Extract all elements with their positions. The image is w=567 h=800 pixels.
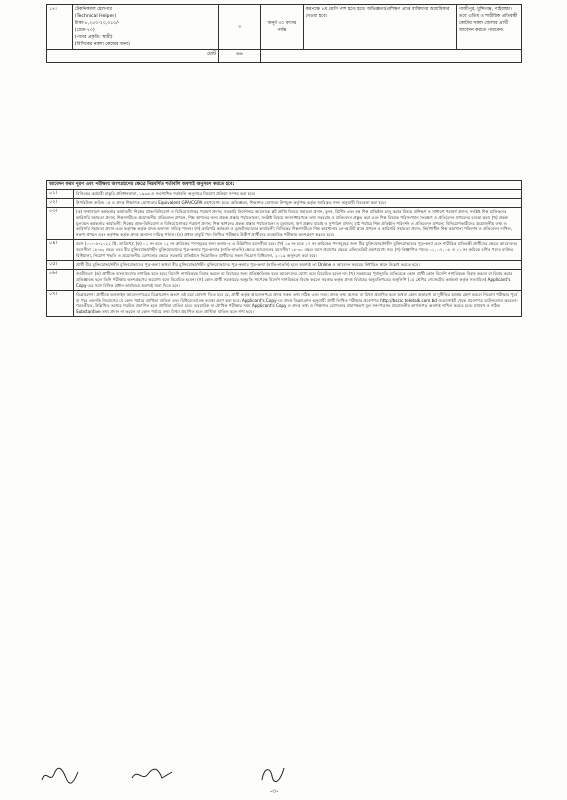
row-number: ০৪। — [47, 240, 74, 261]
table-row — [47, 269, 522, 290]
page-number: -৩- — [270, 788, 279, 795]
table-row — [47, 260, 522, 269]
total-label: মোট — [47, 50, 219, 63]
row-text: উপরিউক্ত ক্রমিক ০৫ ও প্রদত্ত শিক্ষাগত যোগ্যতার Equivalent GPA/CGPA গ্রহণযোগ্য হবে। অভিজ্ঞতা, শিক্ষাগত যোগ্যতা উপযুক্ত কর্তৃপক্ষ কর্তৃক জারিকৃত সনদ অনুযায়ী বিবেচনা করা হবে। — [74, 198, 522, 207]
district-cell: গাজীপুর, মুন্সিগঞ্জ, গাইবান্ধা। তবে এতিম ও শারীরিক প্রতিবন্ধী কোটায় সকল জেলার প্রার্থী আবেদন করতে পারবেন। — [456, 5, 521, 50]
table-row — [47, 207, 522, 240]
row-number: ০৫। — [47, 260, 74, 269]
age-cell: অনূর্ধ ৩০ বৎসর পর্যন্ত — [261, 5, 304, 50]
row-text: (ক) সম্প্রসারণ কর্মকর্তার কার্যাবলী: শিল্পের প্রাক-বিনিয়োগ ও বিনিয়োগোত্তর পরামর্শ প্রদান; সরকারি নির্দেশনার আলোকে প্লট প্রাপ্তি বিষয়ে সহায়তা প্রদান, বুনন, প্রিন্টিং এবং বস্ত্র শিল্প প্রতিষ্ঠান চালু করার বিষয়ে প্রশিক্ষণ ও সাধারণ পরামর্শ প্রদান; সংশ্লিষ্ট শিল্প মালিকদের কারিগরি সহায়তা প্রদান; শিল্পনগরীতে প্রয়োজনীয় প্রতিবেদন প্রণয়ন, শিল্প স্থাপনের জন্য প্রকল্প প্রস্তাব পর্যালোচনা, সংশ্লিষ্ট বিষয়ে জনসাধারণকে তথ্য সরবরাহ ও প্রতিবেদন প্রস্তুত করা এবং শিল্প বিষয়ক পরিসংখ্যান সংরক্ষণ ও প্রতিবেদন প্রণয়নের ব্যবস্থা করা। (খ) প্রকল্প মূল্যায়ন কর্মকর্তার কার্যাবলী: শিল্পের প্রাক-বিনিয়োগ ও বিনিয়োগোত্তর পরামর্শ প্রদান; শিল্প স্থাপনের প্রকল্প প্রস্তাব পর্যালোচনা ও মূল্যায়ন; ঋণ প্রস্তাব যাচাই ও সুপারিশ প্রদান; মাঠ পর্যায়ে শিল্প প্রতিষ্ঠান পরিদর্শন ও প্রতিবেদন প্রণয়ন; বিনিয়োগকারীদের প্রয়োজনীয় তথ্য ও কারিগরি সহায়তা প্রদান এবং কর্তৃপক্ষ কর্তৃক প্রদত্ত অন্যান্য দায়িত্ব পালন। (গ) কারিগরি কর্মকর্তা ও ড্রাফটসম্যানের কার্যাবলী: বিসিকের শিল্পনগরীতে শিল্প কারখানার লে-আউট প্ল্যান প্রণয়ন ও কারিগরি সহায়তা প্রদান, নির্মাণাধীন শিল্প কারখানা পরিদর্শন ও প্রতিবেদন দাখিল, নকশা প্রণয়ন এবং কর্তৃপক্ষ কর্তৃক প্রদত্ত অন্যান্য দায়িত্ব পালন। (ঘ) প্রধান বাবুর্চি পদে লিখিত পরীক্ষায় উত্তীর্ণ প্রার্থীদের ব্যবহারিক পরীক্ষায় অংশগ্রহণ করতে হবে। — [74, 207, 522, 240]
row-text: প্রার্থী বীর মুক্তিযোদ্ধা/শহীদ মুক্তিযোদ্ধাদের পুত্র-কন্যা অথবা বীর মুক্তিযোদ্ধা/শহীদ মুক্তিযোদ্ধাদের পুত্র-কন্যার পুত্র-কন্যা (নাতি-নাতনি) হলে অবশ্যই তা Online ও আবেদন ফরমের নির্ধারিত স্থানে উল্লেখ করতে হবে। — [74, 260, 522, 269]
table-row — [47, 240, 522, 261]
row-number: ০৬। — [47, 269, 74, 290]
row-number: ০২। — [47, 198, 74, 207]
row-text: বয়স (০১-০৮-২০২২ খ্রি. তারিখে): (ক) ০১ নং হতে ১২ নং ক্রমিকের পদসমূহের জন্য কলাম-৪ এ উল্লিখিত বয়সসীমা হবে। (খ) ১৩ নং হতে ১৭ নং ক্রমিকের পদসমূহের জন্য বীর মুক্তিযোদ্ধা/শহীদ মুক্তিযোদ্ধাদের পুত্র-কন্যা এবং শারীরিক প্রতিবন্ধী প্রার্থীদের ক্ষেত্রে আবেদনের বয়সসীমা ১৮-৩২ বছর। তবে বীর মুক্তিযোদ্ধা/শহীদ মুক্তিযোদ্ধাদের পুত্র-কন্যার পুত্র-কন্যার (নাতি-নাতনি) ক্ষেত্রে আবেদনের বয়সসীমা ১৮-৩০ বছর। বয়স প্রমাণের ক্ষেত্রে এফিডেভিট গ্রহণযোগ্য নয়। (গ) বিজ্ঞাপিত পদের ০১, ০৭, ০৮ ও ১১ নং ক্রমিকে বর্ণিত পদের ব্যক্তির বিধিমালা, নিয়োগ পদ্ধতি ও প্রয়োজনীয় যোগ্যতার ক্ষেত্রে সরকারি প্রতিষ্ঠানে নিয়োজিত প্রার্থীদের সকল নিয়োগ বিধিমালা, ২০১৯ অনুসরণ করা হবে। — [74, 240, 522, 261]
table-row — [47, 189, 522, 198]
row-text: জাতীয়তা: (ক) প্রার্থীকে বাংলাদেশের নাগরিক হতে হবে; বিদেশি নাগরিককে বিবাহ করলে বা বিবাহের জন্য প্রতিশ্রুতিবদ্ধ হলে আবেদনের যোগ্য বলে বিবেচিত হবেন না। (খ) সরকারের পূর্বানুমতি ব্যতিরেকে কোন প্রার্থী কোন বিদেশি নাগরিককে বিবাহ করলে বা বিবাহ করার প্রতিজ্ঞাবদ্ধ হলে তিনি পরীক্ষায় অংশগ্রহণের অযোগ্য বলে বিবেচিত হবেন। (গ) কোন প্রার্থী সরকারের অনুমতি সাপেক্ষে বিদেশি নাগরিককে বিবাহ করলে সরকার কর্তৃক প্রদত্ত বিবাহের অনুমতিপত্রের অনুলিপি (১ম শ্রেণির গেজেটেড কর্মকর্তা কর্তৃক সত্যায়িত) Applicant's Copy-এর সঙ্গে বিসিক প্রধান কার্যালয়ে অবশ্যই জমা দিতে হবে। — [74, 269, 522, 290]
signature-mid — [258, 762, 288, 784]
row-number: ০১। — [47, 189, 74, 198]
signature-left — [40, 764, 80, 786]
conditions-table — [46, 180, 522, 317]
table-row — [47, 198, 522, 207]
post-type: (পদের প্রকৃতি: স্থায়ী) — [74, 35, 113, 40]
post-pay: টাকা-৮,২৫০-২০,০১০/- — [74, 21, 120, 26]
signature-center — [130, 766, 174, 784]
total-value: ৬৬ — [218, 50, 260, 63]
serial-cell: ১৭। — [47, 5, 73, 50]
posts-table — [46, 4, 522, 63]
row-number: ০৩। — [47, 207, 74, 240]
row-number: ০৭। — [47, 290, 74, 317]
qualification-cell: কমপক্ষে ৮ম শ্রেণি পাশ হতে হবে। অভিজ্ঞতা/প্রশিক্ষণ প্রাপ্ত ব্যক্তিদের অগ্রাধিকার দেওয়া হবে। — [303, 5, 456, 50]
post-cell — [72, 5, 218, 50]
post-name-bn: টেকনিক্যাল হেলপার — [74, 7, 112, 12]
table-row — [47, 5, 522, 50]
post-name-en: (Technical Helper) — [74, 14, 117, 19]
count-cell: ৩ — [218, 5, 260, 50]
conditions-header: আবেদন ফরম পূরণ এবং পরীক্ষায় অংশগ্রহণের ক্ষেত্রে নিম্নবর্ণিত শর্তাবলি অবশ্যই অনুসরণ করতে হবে: — [47, 181, 522, 190]
post-note: (বিসিকের নকশা কেন্দ্রের জন্য) — [74, 42, 130, 47]
row-text: বিসিকের কর্মচারী চাকুরি প্রবিধানমালা, ১৯৯৬ ও সংশোধিত শর্তাবলি অনুসারে নিয়োগ প্রক্রিয়া সম্পন্ন করা হবে। — [74, 189, 522, 198]
post-grade: (গ্রেড-২০) — [74, 28, 95, 33]
table-row — [47, 290, 522, 317]
row-text: ডিক্লারেশন: প্রার্থীকে অনলাইন আবেদনপত্রের ডিক্লারেশন অংশে এই মর্মে ঘোষণা দিতে হবে যে, প্রার্থী কর্তৃক আবেদনপত্রে প্রদত্ত সকল তথ্য সঠিক এবং সত্য। প্রদত্ত তথ্য অসত্য বা মিথ্যা প্রমাণিত হলে অথবা কোন প্রতারণা বা দুর্নীতির আশ্রয় গ্রহণ করলে নিয়োগ পরীক্ষার পূর্বে বা পরে এমনকি নিয়োগের যে কোন পর্যায়ে প্রার্থিতা বাতিল এবং বিধিমোতাবেক ব্যবস্থা গ্রহণ করা হবে। Applicant's Copy-তে প্রদত্ত ডিক্লারেশন অনুযায়ী প্রার্থী লিখিত পরীক্ষার প্রবেশপত্র http://bscic.teletalk.com.bd ওয়েবসাইট থেকে প্রবেশপত্র ডাউনলোড করবেন। পরবর্তীতে, উল্লিখিত তথ্যের গরমিল প্রমাণিত হলে প্রার্থিতা বাতিল হবে। ব্যবহারিক বা মৌখিক পরীক্ষার সময় Applicant's Copy ও প্রদত্ত তথ্য ও শিক্ষাগত যোগ্যতার প্রমাণস্বরূপ মূল সনদপত্রসহ প্রয়োজনীয় কাগজপত্র অবশ্যই দাখিল করতে হবে। যথাযথ ও সঠিক Substantive তথ্য প্রদান না করলে বা কোন পর্যায়ে তথ্য মিথ্যা প্রমাণিত হলে প্রার্থিতা বাতিল বলে গণ্য হবে। — [74, 290, 522, 317]
total-row — [47, 50, 522, 63]
conditions-header-row — [47, 181, 522, 190]
